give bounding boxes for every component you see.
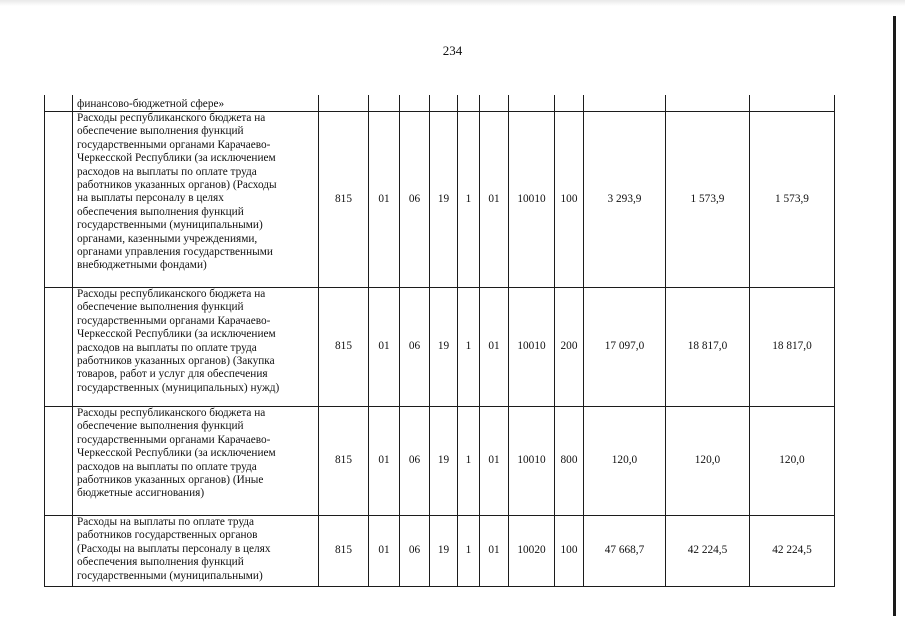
row-number-cell (45, 516, 73, 587)
subprogram-code: 1 (458, 407, 480, 516)
section-code: 01 (369, 288, 400, 407)
section-code: 01 (369, 112, 400, 288)
direction-code: 10010 (509, 288, 555, 407)
row-number-cell (45, 112, 73, 288)
ministry-code: 815 (319, 288, 369, 407)
amount-year-1: 47 668,7 (584, 516, 666, 587)
description-cell: Расходы республиканского бюджета на обеспечение выполнения функций государственными органами Карачаево- Черкесской Республики (за исключением расходов на выплаты по оплате труда работников указанных органов) (Расходы на выплаты персоналу в целях обеспечения выполнения функций государственными (муниципальными) органами, казенными учреждениями, органами управления государственными внебюджетными фондами) (73, 112, 319, 288)
subprogram-code: 1 (458, 112, 480, 288)
direction-code: 10010 (509, 112, 555, 288)
ministry-code: 815 (319, 407, 369, 516)
amount-year-2: 120,0 (666, 407, 750, 516)
event-code: 01 (480, 407, 509, 516)
description-cell: Расходы республиканского бюджета на обеспечение выполнения функций государственными органами Карачаево- Черкесской Республики (за исключением расходов на выплаты по оплате труда работников указанных органов) (Закупка товаров, работ и услуг для обеспечения государственных (муниципальных) нужд) (73, 288, 319, 407)
event-code: 01 (480, 288, 509, 407)
page-edge-line (893, 16, 896, 616)
row-number-cell (45, 288, 73, 407)
amount-year-1: 17 097,0 (584, 288, 666, 407)
subsection-code: 06 (400, 407, 430, 516)
subprogram-code: 1 (458, 516, 480, 587)
table-row (45, 407, 835, 516)
amount-year-1: 120,0 (584, 407, 666, 516)
amount-year-2: 1 573,9 (666, 112, 750, 288)
description-cell: Расходы на выплаты по оплате труда работников государственных органов (Расходы на выплаты персоналу в целях обеспечения выполнения функций государственными (муниципальными) (73, 516, 319, 587)
description-cell: Расходы республиканского бюджета на обеспечение выполнения функций государственными органами Карачаево- Черкесской Республики (за исключением расходов на выплаты по оплате труда работников указанных органов) (Иные бюджетные ассигнования) (73, 407, 319, 516)
expense-type-code: 800 (555, 407, 584, 516)
amount-year-3: 42 224,5 (750, 516, 835, 587)
program-code: 19 (430, 288, 458, 407)
table-row (45, 112, 835, 288)
amount-year-2: 42 224,5 (666, 516, 750, 587)
section-code: 01 (369, 516, 400, 587)
continuation-text: финансово-бюджетной сфере» (73, 95, 319, 112)
subsection-code: 06 (400, 112, 430, 288)
program-code: 19 (430, 407, 458, 516)
table-row (45, 95, 835, 112)
expense-type-code: 100 (555, 112, 584, 288)
amount-year-3: 18 817,0 (750, 288, 835, 407)
event-code: 01 (480, 112, 509, 288)
ministry-code: 815 (319, 516, 369, 587)
amount-year-3: 1 573,9 (750, 112, 835, 288)
event-code: 01 (480, 516, 509, 587)
row-number-cell (45, 407, 73, 516)
table-row (45, 288, 835, 407)
subsection-code: 06 (400, 288, 430, 407)
expense-type-code: 100 (555, 516, 584, 587)
program-code: 19 (430, 516, 458, 587)
scan-top-shading (0, 0, 905, 6)
subprogram-code: 1 (458, 288, 480, 407)
ministry-code: 815 (319, 112, 369, 288)
section-code: 01 (369, 407, 400, 516)
program-code: 19 (430, 112, 458, 288)
amount-year-2: 18 817,0 (666, 288, 750, 407)
direction-code: 10020 (509, 516, 555, 587)
row-number-cell (45, 95, 73, 112)
amount-year-3: 120,0 (750, 407, 835, 516)
direction-code: 10010 (509, 407, 555, 516)
page-number: 234 (442, 43, 463, 58)
expense-type-code: 200 (555, 288, 584, 407)
table-row (45, 516, 835, 587)
budget-table (44, 95, 835, 587)
amount-year-1: 3 293,9 (584, 112, 666, 288)
subsection-code: 06 (400, 516, 430, 587)
